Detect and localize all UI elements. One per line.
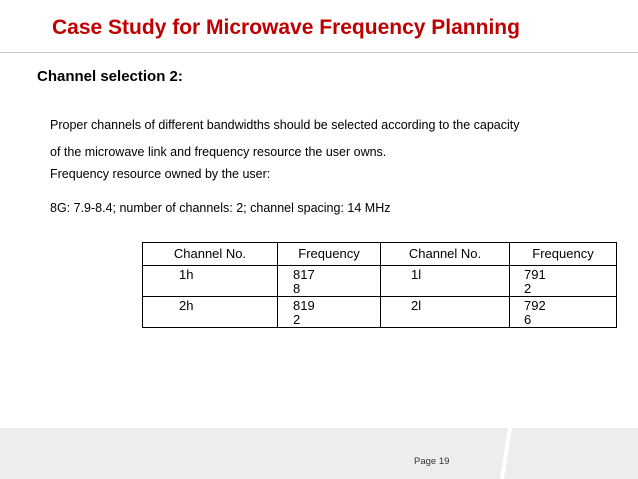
section-heading: Channel selection 2: bbox=[37, 68, 183, 85]
paragraph-4: 8G: 7.9-8.4; number of channels: 2; channel spacing: 14 MHz bbox=[50, 201, 391, 215]
paragraph-3: Frequency resource owned by the user: bbox=[50, 167, 271, 181]
footer-slash-decoration bbox=[0, 428, 638, 479]
paragraph-1: Proper channels of different bandwidths should be selected according to the capacity bbox=[50, 118, 520, 132]
footer-band bbox=[0, 428, 638, 479]
table-cell bbox=[510, 297, 617, 328]
cell-text: 1l bbox=[411, 267, 422, 282]
cell-text: 7912 bbox=[524, 267, 546, 296]
table-cell bbox=[143, 266, 278, 297]
table-cell bbox=[143, 297, 278, 328]
page-number: Page 19 bbox=[414, 456, 450, 467]
slide-title: Case Study for Microwave Frequency Planning bbox=[52, 16, 520, 39]
table-header-cell: Channel No. bbox=[381, 243, 510, 266]
table-row bbox=[143, 297, 617, 328]
table-cell bbox=[381, 266, 510, 297]
table-header-cell: Frequency bbox=[278, 243, 381, 266]
cell-text: 8192 bbox=[293, 298, 315, 327]
table-cell bbox=[381, 297, 510, 328]
paragraph-2: of the microwave link and frequency resource the user owns. bbox=[50, 145, 387, 159]
table-row bbox=[143, 266, 617, 297]
table-header-cell: Frequency bbox=[510, 243, 617, 266]
cell-text: 2h bbox=[179, 298, 194, 313]
title-divider bbox=[0, 52, 638, 53]
table-header-cell: Channel No. bbox=[143, 243, 278, 266]
table-header-row bbox=[143, 243, 617, 266]
table-cell bbox=[278, 297, 381, 328]
cell-text: 7926 bbox=[524, 298, 546, 327]
cell-text: 8178 bbox=[293, 267, 315, 296]
table-cell bbox=[278, 266, 381, 297]
cell-text: 1h bbox=[179, 267, 194, 282]
channel-table bbox=[142, 242, 617, 328]
table-cell bbox=[510, 266, 617, 297]
cell-text: 2l bbox=[411, 298, 422, 313]
